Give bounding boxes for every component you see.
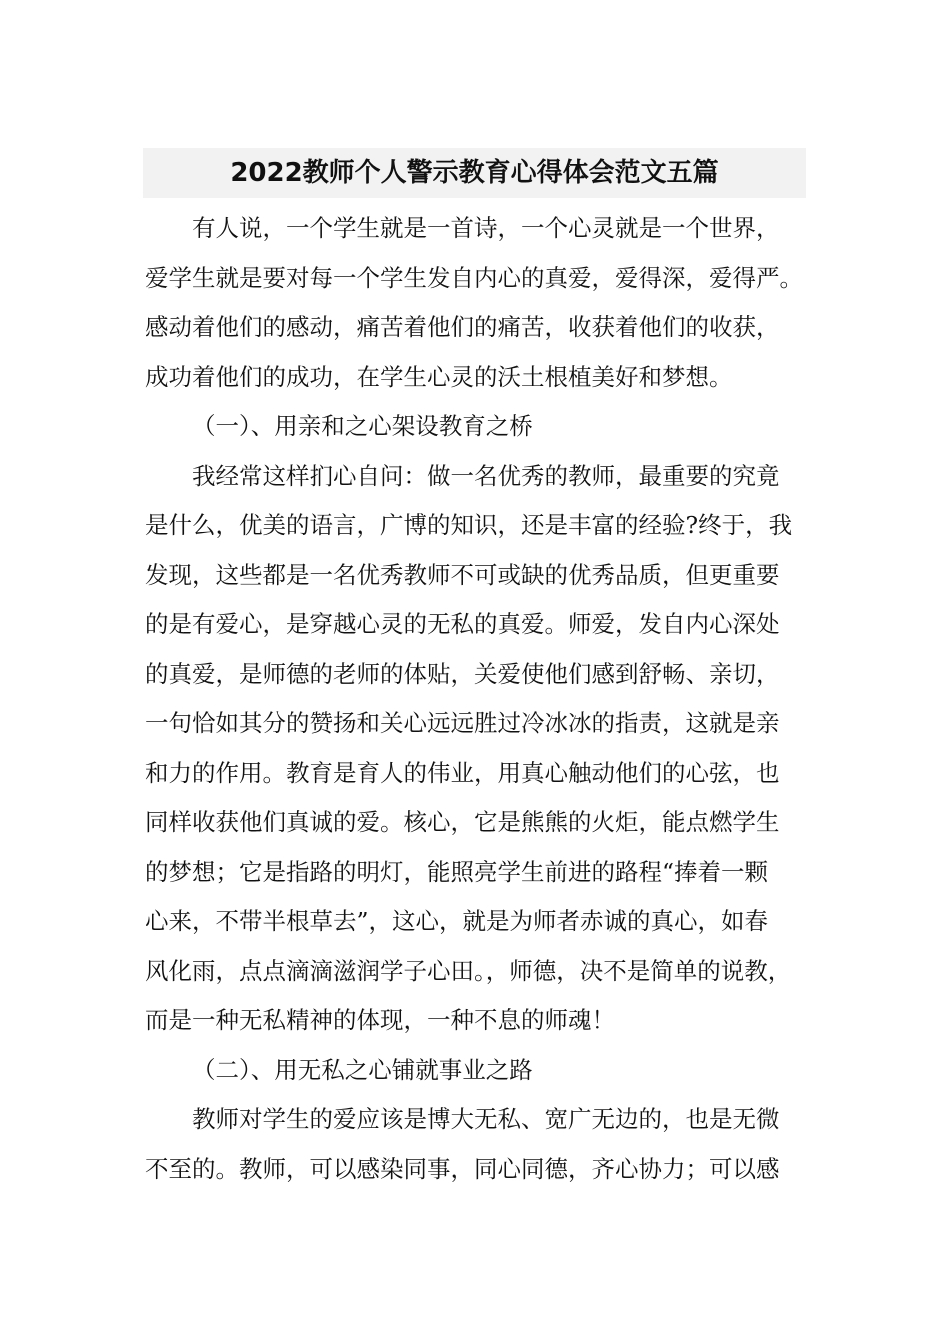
- paragraph-line: 风化雨，点点滴滴滋润学子心田。，师德，决不是简单的说教，: [145, 956, 792, 985]
- paragraph-line: 不至的。教师，可以感染同事，同心同德，齐心协力；可以感: [145, 1154, 780, 1183]
- paragraph-line: 而是一种无私精神的体现，一种不息的师魂！: [145, 1006, 615, 1034]
- paragraph-line: 同样收获他们真诚的爱。核心，它是熊熊的火炬，能点燃学生: [145, 808, 780, 836]
- paragraph-line: 感动着他们的感动，痛苦着他们的痛苦，收获着他们的收获，: [145, 313, 780, 341]
- paragraph-line: 有人说，一个学生就是一首诗，一个心灵就是一个世界，: [192, 214, 780, 242]
- section-heading-2: （二）、用无私之心铺就事业之路: [192, 1055, 533, 1084]
- paragraph-line: 一句恰如其分的赞扬和关心远远胜过冷冰冰的指责，这就是亲: [145, 709, 780, 737]
- paragraph-line: 教师对学生的爱应该是博大无私、宽广无边的，也是无微: [192, 1105, 780, 1133]
- paragraph-line: 成功着他们的成功，在学生心灵的沃土根植美好和梦想。: [145, 362, 733, 391]
- paragraph-line: 的是有爱心，是穿越心灵的无私的真爱。师爱，发自内心深处: [145, 610, 780, 638]
- paragraph-line: 心来，不带半根草去”，这心，就是为师者赤诚的真心，如春: [145, 907, 769, 935]
- paragraph-line: 和力的作用。教育是育人的伟业，用真心触动他们的心弦，也: [145, 758, 780, 787]
- document-title: 2022教师个人警示教育心得体会范文五篇: [230, 158, 719, 188]
- paragraph-line: 是什么，优美的语言，广博的知识，还是丰富的经验?终于，我: [145, 511, 793, 539]
- section-heading-1: （一）、用亲和之心架设教育之桥: [192, 412, 533, 440]
- paragraph-line: 爱学生就是要对每一个学生发自内心的真爱，爱得深，爱得严。: [145, 263, 803, 292]
- paragraph-line: 的真爱，是师德的老师的体贴，关爱使他们感到舒畅、亲切，: [145, 659, 780, 688]
- paragraph-line: 发现，这些都是一名优秀教师不可或缺的优秀品质，但更重要: [145, 560, 780, 589]
- paragraph-line: 的梦想；它是指路的明灯，能照亮学生前进的路程“捧着一颗: [145, 857, 769, 886]
- document-body: [145, 204, 807, 1194]
- paragraph-line: 我经常这样扪心自问：做一名优秀的教师，最重要的究竟: [192, 461, 780, 490]
